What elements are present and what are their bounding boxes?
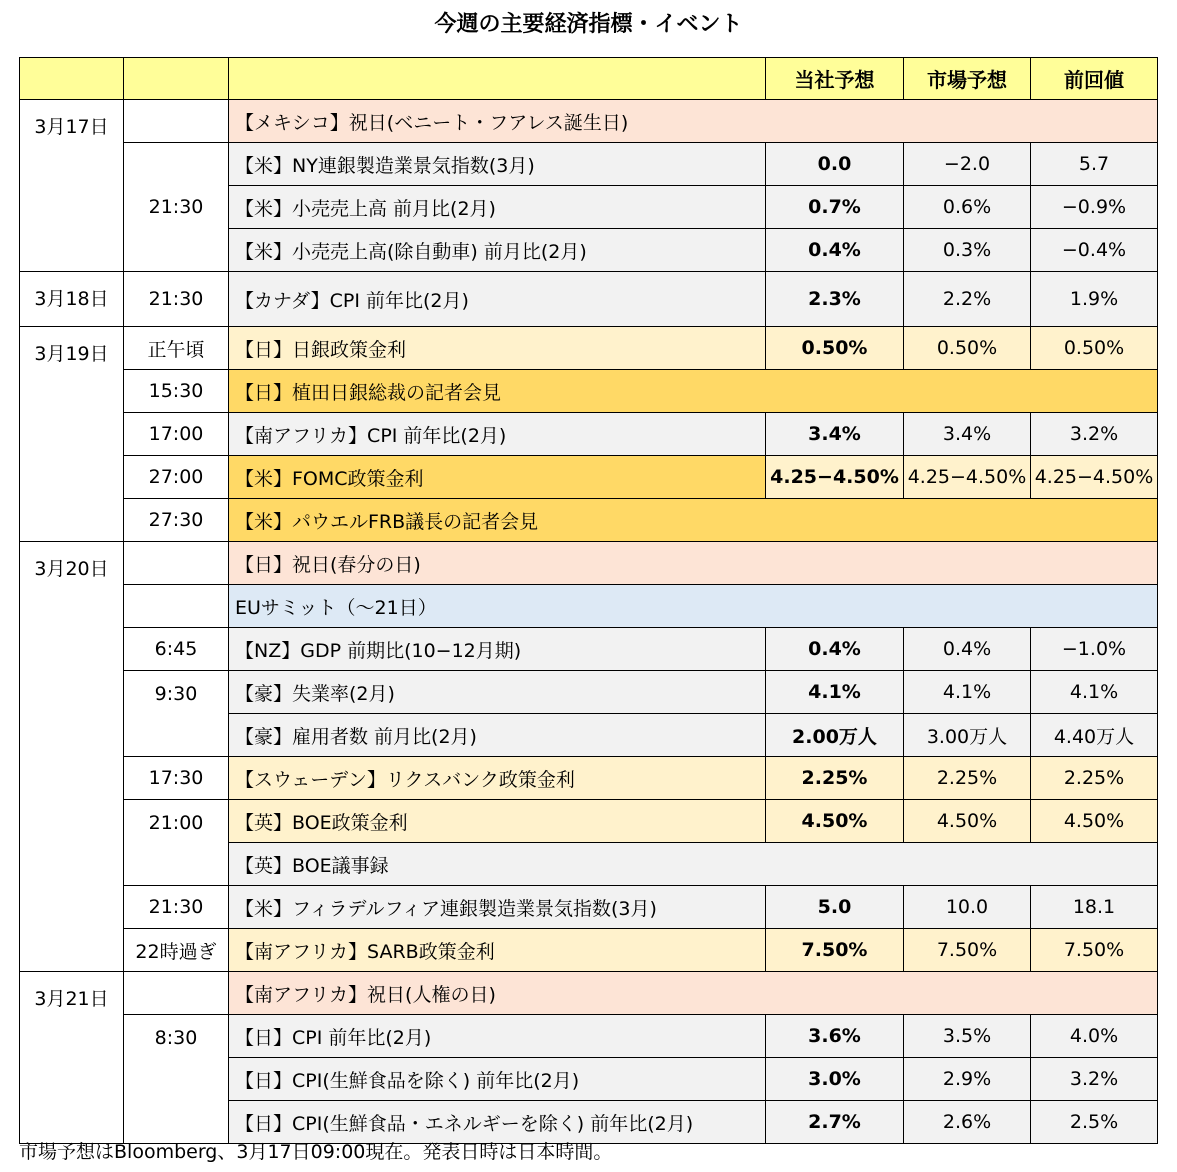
event-cell: 【南アフリカ】祝日(人権の日): [229, 972, 1158, 1015]
time-cell: [124, 972, 229, 1015]
ours-cell: 4.1%: [766, 671, 904, 714]
prev-cell: 3.2%: [1031, 413, 1158, 456]
event-cell: 【米】NY連銀製造業景気指数(3月): [229, 143, 766, 186]
time-cell: 21:30: [124, 886, 229, 929]
table-row: [20, 628, 1158, 671]
event-cell: 【日】植田日銀総裁の記者会見: [229, 370, 1158, 413]
market-cell: −2.0: [904, 143, 1031, 186]
time-cell: 21:00: [124, 800, 229, 886]
time-cell: 6:45: [124, 628, 229, 671]
prev-cell: 7.50%: [1031, 929, 1158, 972]
ours-cell: 7.50%: [766, 929, 904, 972]
market-cell: 0.3%: [904, 229, 1031, 272]
header-event-cell: [229, 58, 766, 100]
event-cell: 【日】日銀政策金利: [229, 327, 766, 370]
market-cell: 0.6%: [904, 186, 1031, 229]
event-cell: 【米】小売売上高 前月比(2月): [229, 186, 766, 229]
table-row: [20, 929, 1158, 972]
market-cell: 4.25−4.50%: [904, 456, 1031, 499]
event-cell: 【英】BOE政策金利: [229, 800, 766, 843]
date-cell: 3月21日: [20, 972, 124, 1144]
prev-cell: 4.0%: [1031, 1015, 1158, 1058]
table-row: [20, 800, 1158, 843]
table-row: [20, 100, 1158, 143]
market-cell: 2.2%: [904, 272, 1031, 327]
time-cell: 27:30: [124, 499, 229, 542]
date-cell: 3月18日: [20, 272, 124, 327]
prev-cell: 3.2%: [1031, 1058, 1158, 1101]
date-cell: 3月17日: [20, 100, 124, 272]
table-row: [20, 585, 1158, 628]
table-row: [20, 143, 1158, 186]
prev-cell: 4.1%: [1031, 671, 1158, 714]
ours-cell: 2.00万人: [766, 714, 904, 757]
event-cell: 【英】BOE議事録: [229, 843, 1158, 886]
time-cell: 21:30: [124, 272, 229, 327]
ours-cell: 2.3%: [766, 272, 904, 327]
event-cell: 【米】小売売上高(除自動車) 前月比(2月): [229, 229, 766, 272]
event-cell: 【日】CPI 前年比(2月): [229, 1015, 766, 1058]
table-header-row: [20, 58, 1158, 100]
event-cell: 【米】フィラデルフィア連銀製造業景気指数(3月): [229, 886, 766, 929]
date-cell: 3月19日: [20, 327, 124, 542]
prev-cell: 2.5%: [1031, 1101, 1158, 1144]
table-row: [20, 972, 1158, 1015]
market-cell: 4.50%: [904, 800, 1031, 843]
time-cell: [124, 542, 229, 585]
event-cell: 【スウェーデン】リクスバンク政策金利: [229, 757, 766, 800]
time-cell: 8:30: [124, 1015, 229, 1144]
header-ours: 当社予想: [766, 58, 904, 100]
ours-cell: 4.25−4.50%: [766, 456, 904, 499]
time-cell: [124, 585, 229, 628]
page-title: 今週の主要経済指標・イベント: [434, 12, 743, 37]
market-cell: 2.6%: [904, 1101, 1031, 1144]
event-cell: 【南アフリカ】CPI 前年比(2月): [229, 413, 766, 456]
table-row: [20, 413, 1158, 456]
market-cell: 10.0: [904, 886, 1031, 929]
event-cell: 【米】FOMC政策金利: [229, 456, 766, 499]
date-cell: 3月20日: [20, 542, 124, 972]
header-time-cell: [124, 58, 229, 100]
time-cell: 17:00: [124, 413, 229, 456]
event-cell: 【メキシコ】祝日(ベニート・フアレス誕生日): [229, 100, 1158, 143]
prev-cell: 2.25%: [1031, 757, 1158, 800]
time-cell: 21:30: [124, 143, 229, 272]
ours-cell: 3.6%: [766, 1015, 904, 1058]
table-row: [20, 886, 1158, 929]
event-cell: 【カナダ】CPI 前年比(2月): [229, 272, 766, 327]
time-cell: 27:00: [124, 456, 229, 499]
prev-cell: 4.40万人: [1031, 714, 1158, 757]
table-row: [20, 1015, 1158, 1058]
ours-cell: 3.4%: [766, 413, 904, 456]
ours-cell: 5.0: [766, 886, 904, 929]
event-cell: 【豪】失業率(2月): [229, 671, 766, 714]
market-cell: 3.4%: [904, 413, 1031, 456]
market-cell: 4.1%: [904, 671, 1031, 714]
time-cell: [124, 100, 229, 143]
table-row: [20, 671, 1158, 714]
table-row: [20, 456, 1158, 499]
table-row: [20, 327, 1158, 370]
header-market: 市場予想: [904, 58, 1031, 100]
prev-cell: 0.50%: [1031, 327, 1158, 370]
market-cell: 0.50%: [904, 327, 1031, 370]
event-cell: 【米】パウエルFRB議長の記者会見: [229, 499, 1158, 542]
market-cell: 2.9%: [904, 1058, 1031, 1101]
market-cell: 7.50%: [904, 929, 1031, 972]
market-cell: 3.00万人: [904, 714, 1031, 757]
prev-cell: 4.50%: [1031, 800, 1158, 843]
prev-cell: −0.4%: [1031, 229, 1158, 272]
ours-cell: 2.25%: [766, 757, 904, 800]
ours-cell: 0.50%: [766, 327, 904, 370]
prev-cell: 4.25−4.50%: [1031, 456, 1158, 499]
footnote: 市場予想はBloomberg、3月17日09:00現在。発表日時は日本時間。: [19, 1141, 613, 1163]
prev-cell: −1.0%: [1031, 628, 1158, 671]
ours-cell: 0.7%: [766, 186, 904, 229]
event-cell: 【豪】雇用者数 前月比(2月): [229, 714, 766, 757]
event-cell: 【日】CPI(生鮮食品を除く) 前年比(2月): [229, 1058, 766, 1101]
ours-cell: 3.0%: [766, 1058, 904, 1101]
table-row: [20, 542, 1158, 585]
event-cell: 【日】祝日(春分の日): [229, 542, 1158, 585]
ours-cell: 4.50%: [766, 800, 904, 843]
prev-cell: 18.1: [1031, 886, 1158, 929]
ours-cell: 0.0: [766, 143, 904, 186]
economic-calendar-table: [19, 57, 1158, 1144]
time-cell: 正午頃: [124, 327, 229, 370]
ours-cell: 0.4%: [766, 628, 904, 671]
header-date-cell: [20, 58, 124, 100]
event-cell: 【南アフリカ】SARB政策金利: [229, 929, 766, 972]
ours-cell: 2.7%: [766, 1101, 904, 1144]
market-cell: 2.25%: [904, 757, 1031, 800]
prev-cell: 1.9%: [1031, 272, 1158, 327]
market-cell: 3.5%: [904, 1015, 1031, 1058]
table-row: [20, 272, 1158, 327]
ours-cell: 0.4%: [766, 229, 904, 272]
prev-cell: 5.7: [1031, 143, 1158, 186]
prev-cell: −0.9%: [1031, 186, 1158, 229]
time-cell: 15:30: [124, 370, 229, 413]
header-prev: 前回値: [1031, 58, 1158, 100]
event-cell: 【日】CPI(生鮮食品・エネルギーを除く) 前年比(2月): [229, 1101, 766, 1144]
market-cell: 0.4%: [904, 628, 1031, 671]
time-cell: 17:30: [124, 757, 229, 800]
event-cell: 【NZ】GDP 前期比(10−12月期): [229, 628, 766, 671]
table-row: [20, 757, 1158, 800]
table-row: [20, 499, 1158, 542]
table-row: [20, 370, 1158, 413]
time-cell: 22時過ぎ: [124, 929, 229, 972]
event-cell: EUサミット（～21日）: [229, 585, 1158, 628]
time-cell: 9:30: [124, 671, 229, 757]
